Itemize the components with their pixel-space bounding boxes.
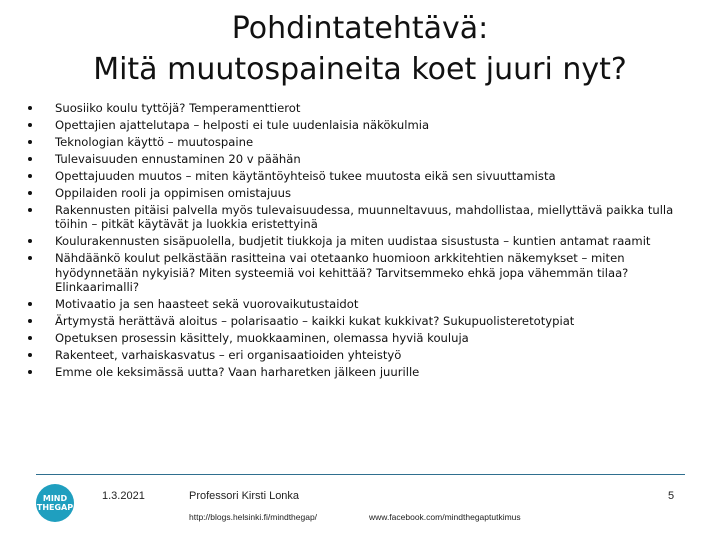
bullet-item	[28, 203, 704, 232]
bullet-dot-icon	[28, 208, 32, 212]
bullet-text: Oppilaiden rooli ja oppimisen omistajuus	[55, 186, 291, 200]
slide-title-line-1: Pohdintatehtävä:	[231, 11, 489, 46]
footer-author: Professori Kirsti Lonka	[189, 490, 300, 502]
bullet-item	[28, 234, 704, 248]
footer-date: 1.3.2021	[102, 490, 145, 502]
mindthegap-logo	[36, 484, 74, 522]
bullet-item	[28, 169, 704, 183]
facebook-link[interactable]: www.facebook.com/mindthegaptutkimus	[369, 512, 521, 522]
bullet-dot-icon	[28, 123, 32, 127]
bullet-text: Koulurakennusten sisäpuolella, budjetit tiukkoja ja miten uudistaa sisustusta – kuntien antamat raamit	[55, 234, 651, 249]
bullet-text: Motivaatio ja sen haasteet sekä vuorovaikutustaidot	[55, 297, 359, 312]
bullet-item	[28, 118, 704, 132]
bullet-text: Emme ole keksimässä uutta? Vaan harharetken jälkeen juurille	[55, 365, 420, 380]
bullet-item	[28, 186, 704, 200]
bullet-item	[28, 135, 704, 149]
bullet-list	[28, 101, 704, 382]
bullet-dot-icon	[28, 157, 32, 161]
bullet-item	[28, 297, 704, 311]
bullet-text: Rakenteet, varhaiskasvatus – eri organisaatioiden yhteistyö	[55, 348, 402, 363]
logo-text-line-2: THEGAP	[36, 503, 74, 512]
bullet-dot-icon	[28, 106, 32, 110]
logo-text-line-1: MIND	[42, 494, 68, 503]
bullet-item	[28, 152, 704, 166]
bullet-item	[28, 365, 704, 379]
bullet-dot-icon	[28, 174, 32, 178]
bullet-item	[28, 101, 704, 115]
bullet-dot-icon	[28, 370, 32, 374]
bullet-dot-icon	[28, 256, 32, 260]
bullet-dot-icon	[28, 302, 32, 306]
bullet-dot-icon	[28, 319, 32, 323]
bullet-text: Opettajuuden muutos – miten käytäntöyhteisö tukee muutosta eikä sen sivuuttamista	[55, 169, 556, 183]
bullet-text: Ärtymystä herättävä aloitus – polarisaatio – kaikki kukat kukkivat? Sukupuolisteretotypiat	[55, 314, 575, 329]
footer-divider	[36, 474, 685, 475]
bullet-dot-icon	[28, 239, 32, 243]
bullet-text: Teknologian käyttö – muutospaine	[55, 135, 254, 149]
slide-title	[0, 8, 720, 90]
bullet-item	[28, 331, 704, 345]
bullet-text: Opettajien ajattelutapa – helposti ei tule uudenlaisia näkökulmia	[55, 118, 430, 132]
slide-title-line-2: Mitä muutospaineita koet juuri nyt?	[93, 52, 627, 87]
blog-link[interactable]: http://blogs.helsinki.fi/mindthegap/	[189, 512, 318, 522]
bullet-text: Rakennusten pitäisi palvella myös tulevaisuudessa, muunneltavuus, mahdollistaa, miellyttävä paikka tulla töihin – pitkät käytävät ja luokkia eristettyinä	[55, 203, 674, 232]
bullet-dot-icon	[28, 140, 32, 144]
bullet-item	[28, 314, 704, 328]
bullet-item	[28, 251, 704, 294]
bullet-dot-icon	[28, 336, 32, 340]
bullet-item	[28, 348, 704, 362]
bullet-text: Nähdäänkö koulut pelkästään rasitteina vai otetaanko huomioon arkkitehtien näkemykset – miten hyödynnetään nykyisiä? Miten systeemiä voi kehittää? Tarvitsemmeko ehkä jopa vähemmän tilaa? Elinkaarimalli?	[55, 251, 629, 295]
bullet-dot-icon	[28, 353, 32, 357]
bullet-text: Opetuksen prosessin käsittely, muokkaaminen, olemassa hyviä kouluja	[55, 331, 469, 346]
bullet-text: Tulevaisuuden ennustaminen 20 v päähän	[55, 152, 301, 166]
bullet-dot-icon	[28, 191, 32, 195]
bullet-text: Suosiiko koulu tyttöjä? Temperamenttierot	[55, 101, 301, 115]
page-number: 5	[668, 490, 675, 502]
